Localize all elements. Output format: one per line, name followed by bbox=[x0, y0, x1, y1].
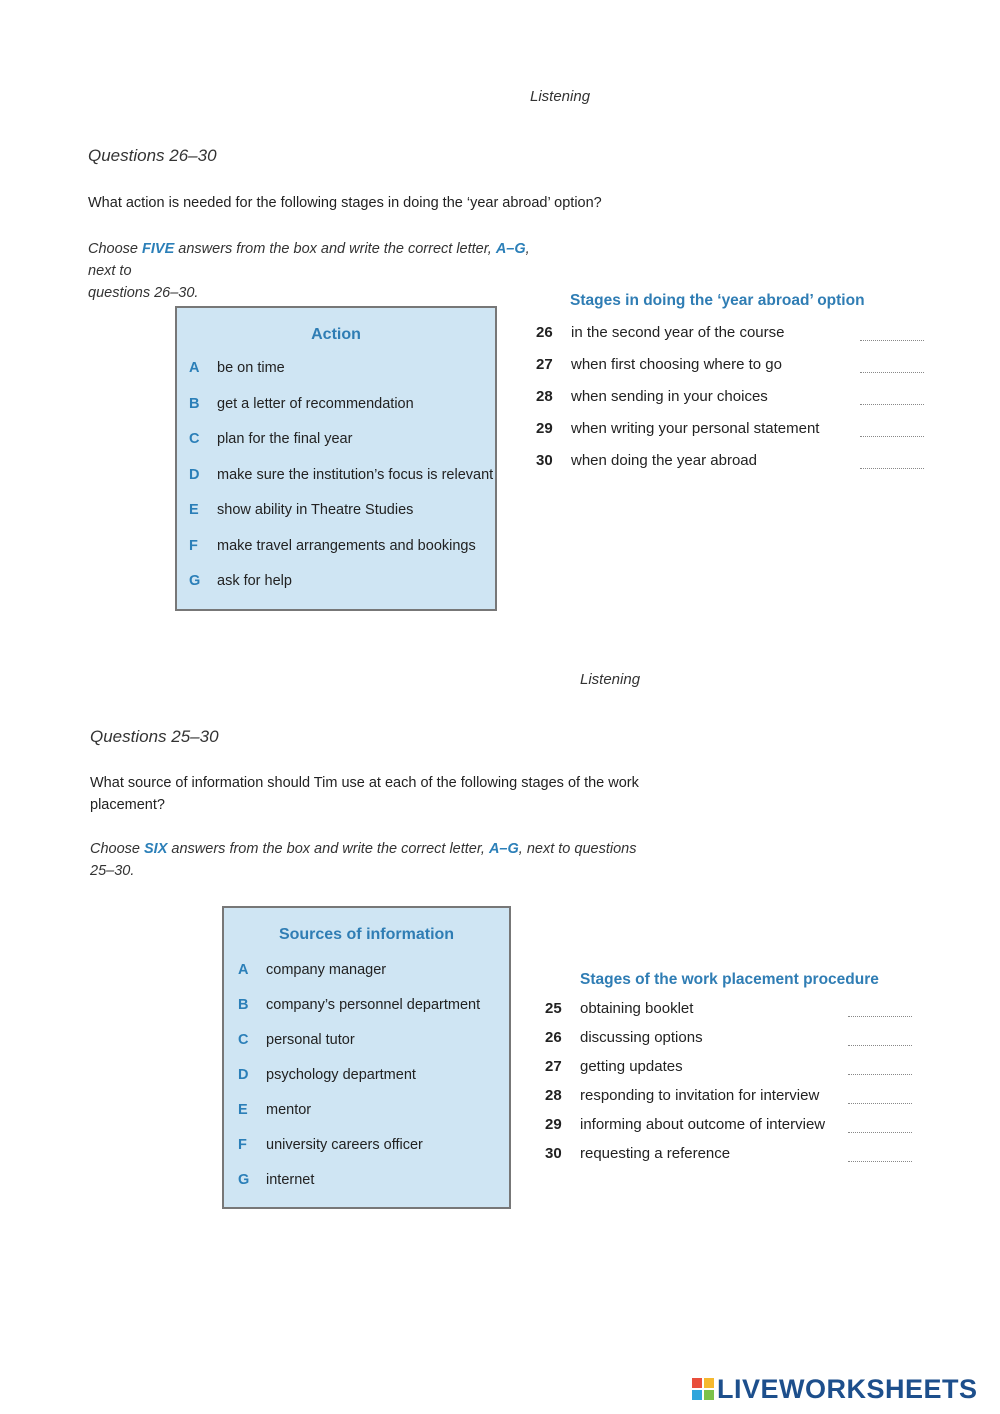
option-g bbox=[238, 1172, 518, 1192]
stage-text: when writing your personal statement bbox=[571, 420, 820, 437]
stages-title-2: Stages of the work placement procedure bbox=[580, 971, 879, 988]
stage-number: 29 bbox=[545, 1116, 562, 1133]
stage-27 bbox=[536, 356, 924, 376]
answer-blank[interactable] bbox=[860, 404, 924, 405]
stage-number: 28 bbox=[545, 1087, 562, 1104]
stage-text: getting updates bbox=[580, 1058, 683, 1075]
option-letter: D bbox=[189, 466, 200, 483]
option-letter: G bbox=[238, 1172, 250, 1188]
option-e bbox=[238, 1102, 518, 1122]
stage-25 bbox=[545, 1000, 912, 1020]
action-box-title: Action bbox=[311, 326, 361, 343]
question-text-1: What action is needed for the following stages in doing the ‘year abroad’ option? bbox=[88, 195, 602, 211]
option-text: psychology department bbox=[266, 1067, 416, 1083]
questions-heading-2: Questions 25–30 bbox=[90, 727, 219, 746]
stage-29 bbox=[545, 1116, 912, 1136]
option-letter: E bbox=[238, 1102, 248, 1118]
stage-number: 30 bbox=[536, 452, 553, 469]
option-letter: C bbox=[238, 1032, 249, 1048]
option-g bbox=[189, 573, 469, 593]
option-letter: D bbox=[238, 1067, 249, 1083]
option-b bbox=[189, 396, 469, 416]
option-letter: F bbox=[189, 537, 198, 554]
option-text: ask for help bbox=[217, 573, 292, 589]
option-d bbox=[189, 466, 494, 487]
stage-text: when sending in your choices bbox=[571, 388, 768, 405]
option-text: mentor bbox=[266, 1102, 312, 1118]
stage-29 bbox=[536, 420, 924, 440]
stage-number: 27 bbox=[545, 1058, 562, 1075]
stage-28 bbox=[545, 1087, 912, 1107]
stage-30 bbox=[545, 1145, 912, 1165]
logo-text: LIVEWORKSHEETS bbox=[717, 1374, 978, 1404]
option-text: personal tutor bbox=[266, 1032, 355, 1048]
stage-text: obtaining booklet bbox=[580, 1000, 694, 1017]
stage-text: requesting a reference bbox=[580, 1145, 731, 1162]
instruction-2: Choose SIX answers from the box and write the correct letter, A–G, next to questions 25–30. bbox=[90, 841, 637, 879]
option-c bbox=[238, 1032, 518, 1052]
sources-box-title: Sources of information bbox=[278, 926, 455, 943]
section-label-listening-2: Listening bbox=[580, 671, 641, 688]
option-letter: B bbox=[238, 997, 249, 1013]
stage-number: 30 bbox=[545, 1145, 562, 1162]
option-a bbox=[189, 360, 469, 380]
stage-number: 26 bbox=[536, 324, 553, 341]
stage-30 bbox=[536, 452, 924, 472]
stage-text: responding to invitation for interview bbox=[580, 1087, 820, 1104]
option-text: plan for the final year bbox=[217, 431, 353, 447]
option-a bbox=[238, 962, 518, 982]
answer-blank[interactable] bbox=[848, 1103, 912, 1104]
sources-box bbox=[222, 906, 511, 1209]
stage-number: 27 bbox=[536, 356, 553, 373]
option-letter: A bbox=[238, 962, 249, 978]
option-letter: E bbox=[189, 502, 199, 518]
stage-28 bbox=[536, 388, 924, 408]
answer-blank[interactable] bbox=[848, 1132, 912, 1133]
logo-mark-icon bbox=[692, 1378, 714, 1400]
option-letter: F bbox=[238, 1137, 247, 1153]
action-box bbox=[175, 306, 497, 611]
stage-text: when doing the year abroad bbox=[571, 452, 757, 469]
stage-number: 25 bbox=[545, 1000, 562, 1017]
option-letter: C bbox=[189, 431, 200, 447]
option-text: company manager bbox=[266, 962, 387, 978]
liveworksheets-logo bbox=[692, 1374, 978, 1405]
section-label-listening-1: Listening bbox=[530, 88, 591, 105]
option-text: university careers officer bbox=[266, 1137, 423, 1153]
question-text-2: What source of information should Tim use at each of the following stages of the work placement? bbox=[90, 775, 639, 813]
option-c bbox=[189, 431, 469, 451]
stage-26 bbox=[536, 324, 924, 344]
option-text: internet bbox=[266, 1172, 315, 1188]
questions-heading-1: Questions 26–30 bbox=[88, 146, 217, 165]
option-e bbox=[189, 502, 469, 522]
option-letter: G bbox=[189, 573, 201, 589]
stage-26 bbox=[545, 1029, 912, 1049]
option-letter: B bbox=[189, 395, 200, 412]
stage-number: 29 bbox=[536, 420, 553, 437]
stage-number: 26 bbox=[545, 1029, 562, 1046]
stage-number: 28 bbox=[536, 388, 553, 405]
stages-title-1: Stages in doing the ‘year abroad’ option bbox=[570, 292, 865, 309]
option-f bbox=[189, 537, 476, 558]
option-text: be on time bbox=[217, 360, 285, 376]
answer-blank[interactable] bbox=[848, 1016, 912, 1017]
option-text: company’s personnel department bbox=[266, 997, 481, 1013]
option-text: get a letter of recommendation bbox=[217, 395, 414, 412]
answer-blank[interactable] bbox=[848, 1074, 912, 1075]
answer-blank[interactable] bbox=[860, 468, 924, 469]
stage-text: discussing options bbox=[580, 1029, 703, 1046]
stage-text: when first choosing where to go bbox=[571, 356, 782, 373]
option-d bbox=[238, 1067, 518, 1087]
answer-blank[interactable] bbox=[860, 372, 924, 373]
option-text: show ability in Theatre Studies bbox=[217, 502, 414, 518]
option-b bbox=[238, 997, 518, 1017]
stage-text: in the second year of the course bbox=[571, 324, 785, 341]
stage-text: informing about outcome of interview bbox=[580, 1116, 826, 1133]
option-text: make travel arrangements and bookings bbox=[217, 537, 476, 554]
option-f bbox=[238, 1137, 518, 1157]
answer-blank[interactable] bbox=[848, 1045, 912, 1046]
option-text: make sure the institution’s focus is relevant bbox=[217, 466, 494, 483]
answer-blank[interactable] bbox=[860, 436, 924, 437]
stage-27 bbox=[545, 1058, 912, 1078]
answer-blank[interactable] bbox=[860, 340, 924, 341]
instruction-1: Choose FIVE answers from the box and write the correct letter, A–G, next to questions 26–30. bbox=[88, 241, 530, 301]
answer-blank[interactable] bbox=[848, 1161, 912, 1162]
option-letter: A bbox=[189, 360, 200, 376]
